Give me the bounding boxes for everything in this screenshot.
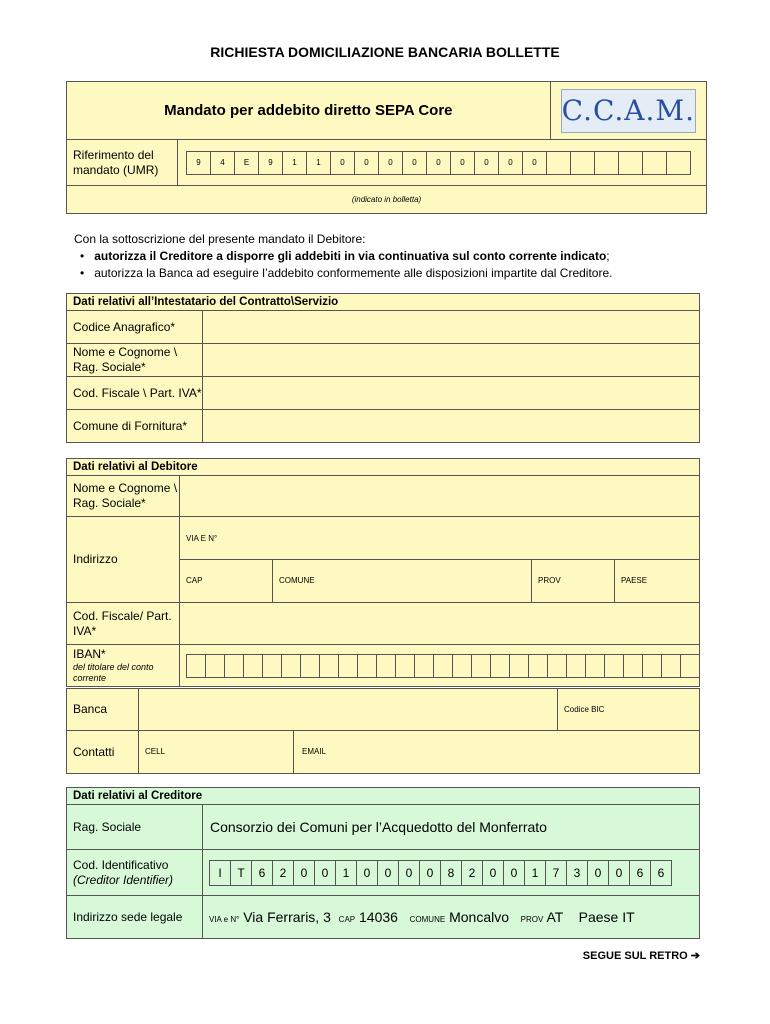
iban-char-box	[224, 654, 244, 678]
holder-cf-label: Cod. Fiscale \ Part. IVA*	[67, 377, 203, 410]
iban-char-box	[243, 654, 263, 678]
intro-lead: Con la sottoscrizione del presente mandato il Debitore:	[74, 232, 366, 246]
iban-char-box	[509, 654, 529, 678]
umr-note: (indicato in bolletta)	[67, 186, 707, 214]
holder-name-label: Nome e Cognome \ Rag. Sociale*	[67, 344, 203, 377]
creditor-id-char-box: T	[230, 860, 252, 886]
umr-char-box	[570, 151, 595, 175]
ccam-logo: C.C.A.M.	[561, 89, 696, 133]
iban-char-box	[566, 654, 586, 678]
iban-char-box	[490, 654, 510, 678]
email-field[interactable]: EMAIL	[302, 747, 327, 756]
creditor-id-char-box: I	[209, 860, 231, 886]
creditor-id-char-box: 0	[482, 860, 504, 886]
iban-char-box	[642, 654, 662, 678]
iban-char-box	[300, 654, 320, 678]
umr-char-box: 9	[258, 151, 283, 175]
creditor-id-char-box: 0	[314, 860, 336, 886]
iban-char-box	[433, 654, 453, 678]
umr-label: Riferimento del mandato (UMR)	[67, 140, 178, 186]
iban-char-box	[338, 654, 358, 678]
iban-char-box	[376, 654, 396, 678]
intro-bullet-2: autorizza la Banca ad eseguire l’addebito conformemente alle disposizioni impartite dal Creditore.	[94, 266, 613, 280]
debtor-cf-label: Cod. Fiscale/ Part. IVA*	[67, 603, 180, 645]
iban-boxes[interactable]	[186, 654, 699, 678]
iban-char-box	[452, 654, 472, 678]
umr-char-box: 0	[450, 151, 475, 175]
creditor-id-char-box: 6	[629, 860, 651, 886]
iban-char-box	[604, 654, 624, 678]
iban-char-box	[395, 654, 415, 678]
umr-char-box: E	[234, 151, 259, 175]
holder-code-label: Codice Anagrafico*	[67, 311, 203, 344]
creditor-id-char-box: 0	[398, 860, 420, 886]
creditor-id-char-box: 0	[608, 860, 630, 886]
creditor-id-char-box: 1	[335, 860, 357, 886]
iban-char-box	[414, 654, 434, 678]
holder-cf-field[interactable]	[203, 377, 700, 410]
holder-comune-field[interactable]	[203, 410, 700, 443]
umr-char-box: 9	[186, 151, 211, 175]
mandate-block	[66, 81, 707, 214]
creditor-id-char-box: 2	[272, 860, 294, 886]
creditor-id-char-box: 2	[461, 860, 483, 886]
creditor-id-char-box: 0	[377, 860, 399, 886]
iban-char-box	[357, 654, 377, 678]
bank-field[interactable]	[139, 689, 558, 731]
bank-label: Banca	[67, 689, 139, 731]
debtor-address-label: Indirizzo	[67, 517, 180, 603]
comune-field[interactable]: COMUNE	[273, 560, 532, 602]
debtor-cf-field[interactable]	[180, 603, 700, 645]
creditor-via-value: Via Ferraris, 3	[243, 909, 331, 925]
creditor-rag-value: Consorzio dei Comuni per l’Acquedotto del Monferrato	[203, 805, 700, 850]
umr-boxes[interactable]	[186, 151, 706, 175]
creditor-id-char-box: 0	[503, 860, 525, 886]
creditor-id-label-cell	[67, 850, 203, 896]
umr-char-box	[642, 151, 667, 175]
creditor-id-boxes	[209, 860, 699, 886]
bic-field[interactable]: Codice BIC	[558, 689, 700, 731]
umr-char-box: 1	[282, 151, 307, 175]
cap-field[interactable]: CAP	[180, 560, 273, 602]
creditor-comune-label: COMUNE	[409, 915, 446, 924]
creditor-id-char-box: 6	[650, 860, 672, 886]
via-field[interactable]: VIA E N°	[180, 518, 699, 560]
holder-header: Dati relativi all’Intestatario del Contratto\Servizio	[67, 294, 700, 311]
umr-char-box: 0	[354, 151, 379, 175]
creditor-id-char-box: 3	[566, 860, 588, 886]
continue-on-back: SEGUE SUL RETRO ➔	[582, 950, 700, 962]
iban-label: IBAN*	[73, 647, 106, 661]
logo	[550, 82, 706, 140]
debtor-section	[66, 458, 700, 687]
iban-char-box	[281, 654, 301, 678]
intro: Con la sottoscrizione del presente mandato il Debitore: • autorizza il Creditore a disporre gli addebiti in via continuativa sul conto corrente indicato; • autorizza la Banca ad eseguire l’addebito conformemente alle disposizioni impartite dal Creditore.	[74, 231, 714, 282]
umr-char-box	[546, 151, 571, 175]
creditor-addr-label: Indirizzo sede legale	[67, 896, 203, 939]
intro-bullet-1: autorizza il Creditore a disporre gli addebiti in via continuativa sul conto corrente indicato	[94, 249, 607, 263]
document-title: RICHIESTA DOMICILIAZIONE BANCARIA BOLLETTE	[210, 44, 560, 60]
umr-char-box	[618, 151, 643, 175]
debtor-name-label: Nome e Cognome \ Rag. Sociale*	[67, 476, 180, 517]
umr-char-box: 0	[474, 151, 499, 175]
iban-char-box	[680, 654, 700, 678]
debtor-header: Dati relativi al Debitore	[67, 459, 700, 476]
creditor-id-char-box: 0	[293, 860, 315, 886]
umr-char-box	[666, 151, 691, 175]
creditor-id-char-box: 8	[440, 860, 462, 886]
creditor-id-char-box: 0	[587, 860, 609, 886]
holder-section	[66, 293, 700, 443]
creditor-id-char-box: 1	[524, 860, 546, 886]
creditor-id-char-box: 7	[545, 860, 567, 886]
debtor-name-field[interactable]	[180, 476, 700, 517]
iban-label-cell	[67, 645, 180, 687]
holder-code-field[interactable]	[203, 311, 700, 344]
contacts-label: Contatti	[67, 731, 139, 774]
holder-comune-label: Comune di Fornitura*	[67, 410, 203, 443]
umr-char-box: 0	[522, 151, 547, 175]
creditor-id-char-box: 6	[251, 860, 273, 886]
cell-field[interactable]: CELL	[139, 731, 294, 773]
iban-char-box	[661, 654, 681, 678]
iban-char-box	[319, 654, 339, 678]
holder-name-field[interactable]	[203, 344, 700, 377]
intro-bullet-1-tail: ;	[606, 249, 610, 263]
iban-char-box	[262, 654, 282, 678]
umr-char-box: 4	[210, 151, 235, 175]
creditor-section	[66, 787, 700, 939]
creditor-rag-label: Rag. Sociale	[67, 805, 203, 850]
umr-char-box: 0	[378, 151, 403, 175]
creditor-paese-value: IT	[622, 909, 635, 925]
creditor-id-char-box: 0	[419, 860, 441, 886]
umr-char-box: 0	[402, 151, 427, 175]
umr-char-box: 1	[306, 151, 331, 175]
creditor-id-label: Cod. Identificativo	[73, 857, 169, 872]
iban-char-box	[471, 654, 491, 678]
prov-field[interactable]: PROV	[532, 560, 615, 602]
creditor-via-label: VIA e N°	[209, 915, 240, 924]
iban-char-box	[186, 654, 206, 678]
creditor-cap-label: CAP	[338, 915, 356, 924]
iban-char-box	[547, 654, 567, 678]
creditor-header: Dati relativi al Creditore	[67, 788, 700, 805]
iban-char-box	[585, 654, 605, 678]
iban-char-box	[623, 654, 643, 678]
creditor-id-char-box: 0	[356, 860, 378, 886]
creditor-comune-value: Moncalvo	[449, 909, 509, 925]
creditor-prov-value: AT	[546, 909, 564, 925]
creditor-paese-label: Paese	[578, 909, 619, 925]
iban-char-box	[205, 654, 225, 678]
address-grid	[180, 518, 699, 602]
umr-char-box: 0	[498, 151, 523, 175]
mandate-title: Mandato per addebito diretto SEPA Core	[67, 82, 551, 140]
umr-char-box	[594, 151, 619, 175]
iban-char-box	[528, 654, 548, 678]
creditor-prov-label: PROV	[520, 915, 544, 924]
creditor-id-sub: (Creditor Identifier)	[73, 872, 174, 887]
debtor-section-2	[66, 688, 700, 774]
iban-sub-label: del titolare del conto corrente	[73, 662, 154, 683]
creditor-cap-value: 14036	[359, 909, 398, 925]
umr-char-box: 0	[426, 151, 451, 175]
umr-char-box: 0	[330, 151, 355, 175]
paese-field[interactable]: PAESE	[615, 560, 700, 602]
creditor-address	[203, 896, 700, 939]
